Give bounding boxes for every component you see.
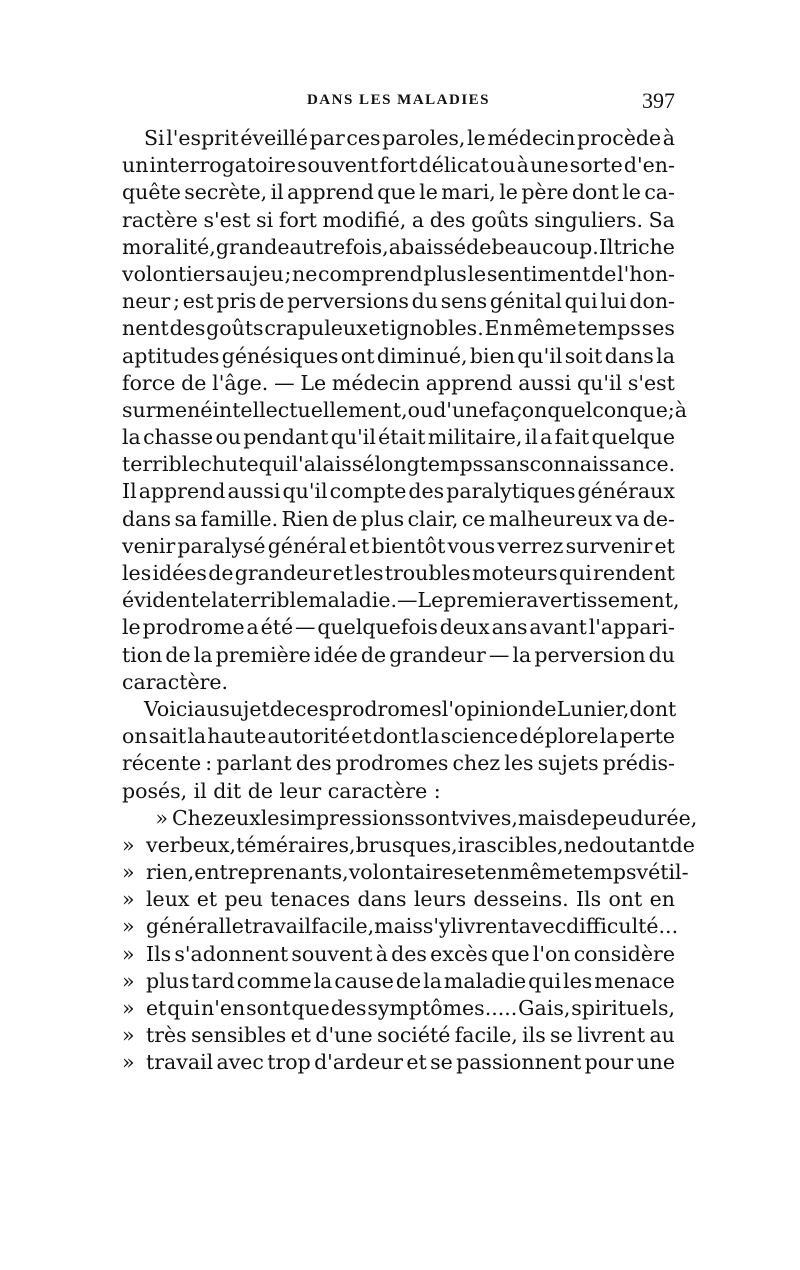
- text-line: aptitudes génésiques ont diminué, bien qu'il soit dans la: [122, 343, 675, 368]
- quote-line: [122, 886, 675, 913]
- quote-text: Chez eux les impressions sont vives, mais de peu durée,: [172, 805, 698, 830]
- quote-mark: »: [122, 832, 135, 857]
- quote-line: [122, 832, 695, 859]
- text-line: dans sa famille. Rien de plus clair, ce malheureux va de-: [122, 506, 675, 531]
- quote-mark: »: [122, 996, 135, 1020]
- text-line: le prodrome a été — quelquefois deux ans avant l'appari-: [122, 615, 675, 640]
- page-number: 397: [642, 88, 675, 113]
- text-line: un interrogatoire souvent fort délicat ou à une sorte d'en-: [122, 153, 675, 178]
- text-line: caractère.: [122, 669, 229, 694]
- text-line: force de l'âge. — Le médecin apprend aussi qu'il s'est: [122, 370, 675, 395]
- text-line: nent des goûts crapuleux et ignobles. En même temps ses: [122, 316, 675, 341]
- quote-mark: »: [122, 1023, 135, 1048]
- text-line: venir paralysé général et bientôt vous verrez survenir et: [122, 533, 675, 558]
- quote-text: rien, entreprenants, volontaires et en même temps vétil-: [146, 860, 689, 885]
- quote-line: [122, 913, 679, 940]
- text-line: terrible chute qui l'a laissé longtemps sans connaissance.: [122, 452, 676, 477]
- paragraph: [122, 696, 675, 805]
- quote-text: leux et peu tenaces dans leurs desseins. Ils ont en: [146, 887, 675, 912]
- quote-mark: »: [122, 914, 135, 939]
- text-line: les idées de grandeur et les troubles moteurs qui rendent: [122, 561, 675, 585]
- quote-text: très sensibles et d'une société facile, ils se livrent au: [146, 1023, 675, 1048]
- quote-text: travail avec trop d'ardeur et se passionnent pour une: [146, 1050, 675, 1075]
- paragraph: [122, 125, 687, 696]
- text-line: quête secrète, il apprend que le mari, le père dont le ca-: [122, 180, 675, 205]
- text-line: récente : parlant des prodromes chez les sujets prédis-: [122, 751, 675, 776]
- quote-line: [122, 941, 675, 968]
- quote-text: et qui n'en sont que des symptômes..... Gais, spirituels,: [146, 996, 675, 1020]
- text-line: on sait la haute autorité et dont la science déplore la perte: [122, 724, 675, 749]
- text-line: volontiers au jeu ; ne comprend plus le sentiment de l'hon-: [122, 261, 675, 286]
- quote-line: [122, 995, 675, 1022]
- quote-mark: »: [122, 1050, 135, 1075]
- quote-text: plus tard comme la cause de la maladie qui les menace: [146, 968, 675, 993]
- text-line: neur ; est pris de perversions du sens génital qui lui don-: [122, 289, 675, 314]
- quote-mark: »: [155, 805, 168, 830]
- text-line: tion de la première idée de grandeur — la perversion du: [122, 642, 675, 667]
- quote-mark: »: [122, 968, 135, 993]
- quote-mark: »: [122, 887, 135, 912]
- running-head: [122, 88, 675, 116]
- quote-line: [122, 1022, 675, 1049]
- text-line: moralité, grande autrefois, a baissé de beaucoup. Il triche: [122, 234, 675, 259]
- quote-line: [122, 968, 675, 995]
- text-line: la chasse ou pendant qu'il était militaire, il a fait quelque: [122, 425, 675, 450]
- quote-line: [122, 859, 689, 886]
- quote-line: [122, 1049, 675, 1076]
- text-line: Si l'esprit éveillé par ces paroles, le médecin procède à: [144, 126, 675, 150]
- running-title: DANS LES MALADIES: [306, 92, 491, 108]
- quote-text: Ils s'adonnent souvent à des excès que l'on considère: [146, 941, 675, 966]
- text-line: ractère s'est si fort modifié, a des goûts singuliers. Sa: [122, 207, 675, 232]
- text-line: évidente la terrible maladie. — Le premier avertissement,: [122, 588, 680, 613]
- text-line: Voici au sujet de ces prodromes l'opinion de Lunier, dont: [144, 696, 677, 721]
- quotation: [122, 805, 698, 1077]
- text-line: posés, il dit de leur caractère :: [122, 778, 441, 803]
- quote-line: [122, 805, 698, 832]
- quote-text: général le travail facile, mais s'y livrent avec difficulté...: [146, 914, 679, 939]
- body-text: [122, 125, 698, 1077]
- quote-mark: »: [122, 860, 135, 885]
- text-line: Il apprend aussi qu'il compte des paralytiques généraux: [122, 479, 675, 504]
- quote-text: verbeux, téméraires, brusques, irascibles, ne doutant de: [146, 832, 695, 857]
- quote-mark: »: [122, 941, 135, 966]
- text-line: surmené intellectuellement, ou d'une façon quelconque ; à: [122, 397, 687, 422]
